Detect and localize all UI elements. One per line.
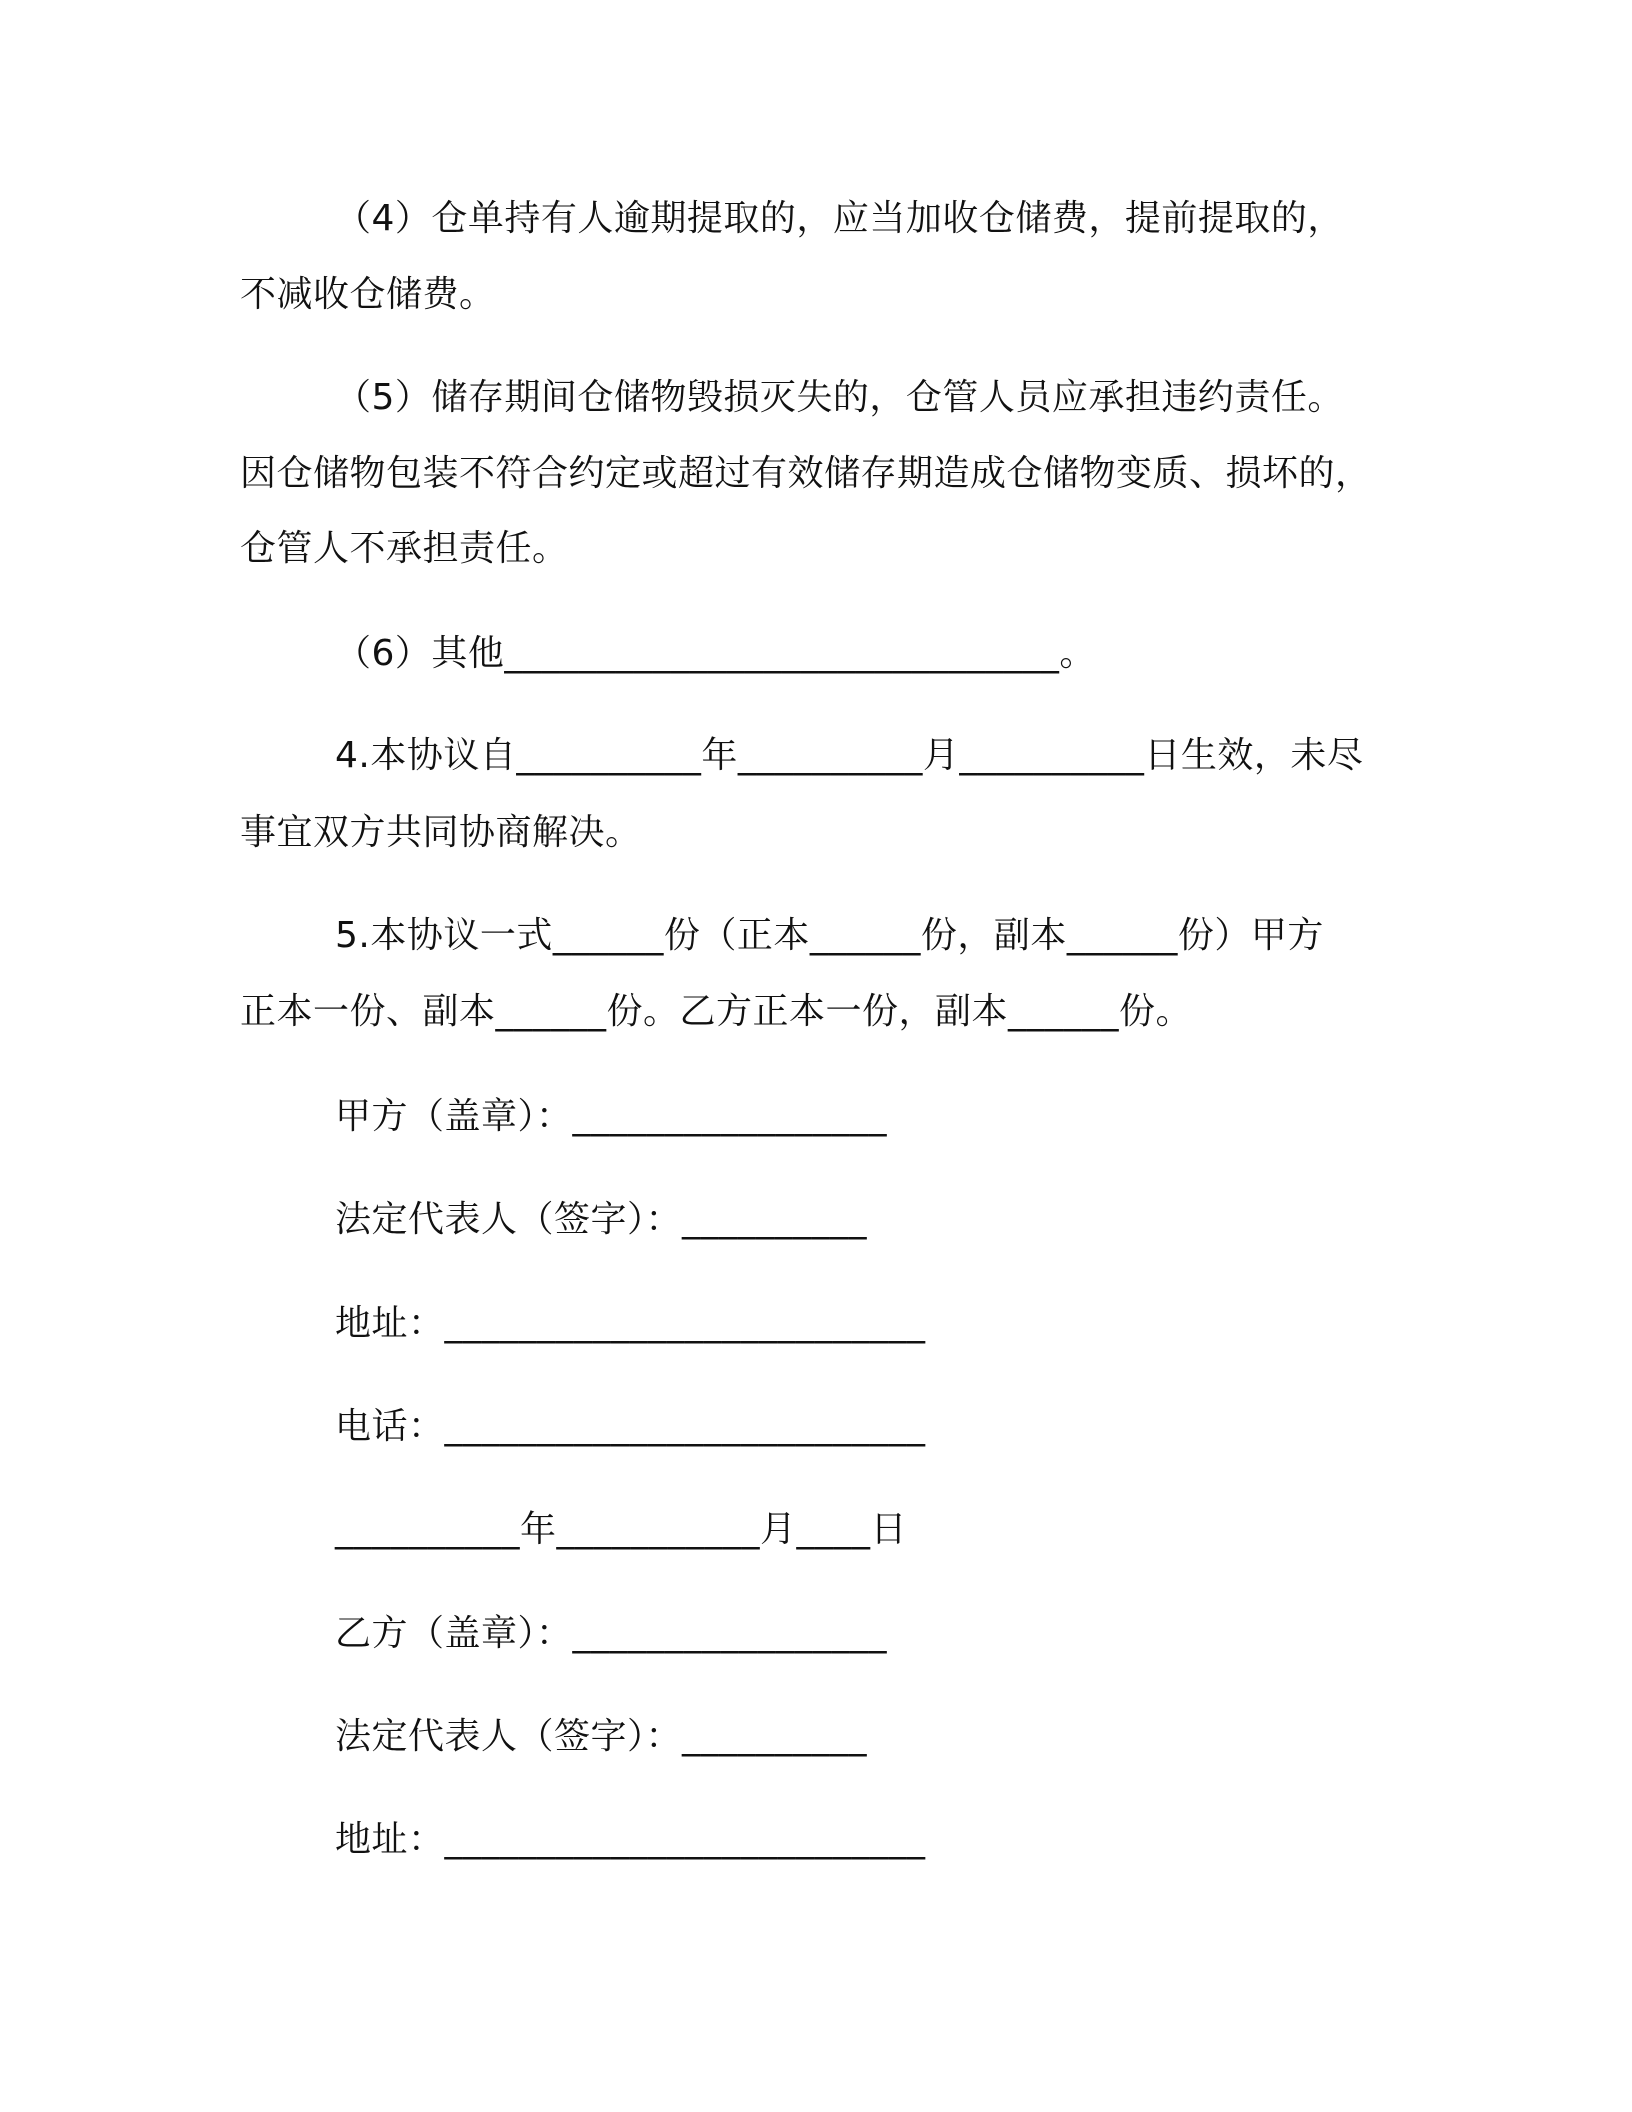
item-5-line-1: 5.本协议一式______份（正本______份，副本______份）甲方 xyxy=(335,915,1324,956)
party-b-address-line: 地址：__________________________ xyxy=(335,1819,926,1860)
party-b-representative-line: 法定代表人（签字）：__________ xyxy=(335,1716,868,1757)
party-a-representative-line: 法定代表人（签字）：__________ xyxy=(335,1199,868,1240)
party-a-date-line: __________年___________月____日 xyxy=(335,1509,907,1550)
clause-4-line-2: 不减收仓储费。 xyxy=(240,274,496,315)
item-4-line-2: 事宜双方共同协商解决。 xyxy=(240,812,642,853)
party-a-address-line: 地址：__________________________ xyxy=(335,1303,926,1344)
party-a-seal-line: 甲方（盖章）：_________________ xyxy=(335,1096,888,1137)
party-a-phone-line: 电话：__________________________ xyxy=(335,1406,926,1447)
item-4-line-1: 4.本协议自__________年__________月__________日生效，未尽 xyxy=(335,735,1364,776)
clause-5-line-3: 仓管人不承担责任。 xyxy=(240,528,569,569)
clause-6-line-1: （6）其他______________________________。 xyxy=(335,633,1096,674)
clause-5-line-2: 因仓储物包装不符合约定或超过有效储存期造成仓储物变质、损坏的， xyxy=(240,453,1372,494)
party-b-seal-line: 乙方（盖章）：_________________ xyxy=(335,1613,888,1654)
clause-4-line-1: （4）仓单持有人逾期提取的，应当加收仓储费，提前提取的， xyxy=(335,198,1344,239)
item-5-line-2: 正本一份、副本______份。乙方正本一份，副本______份。 xyxy=(240,991,1193,1032)
clause-5-line-1: （5）储存期间仓储物毁损灭失的，仓管人员应承担违约责任。 xyxy=(335,377,1344,418)
